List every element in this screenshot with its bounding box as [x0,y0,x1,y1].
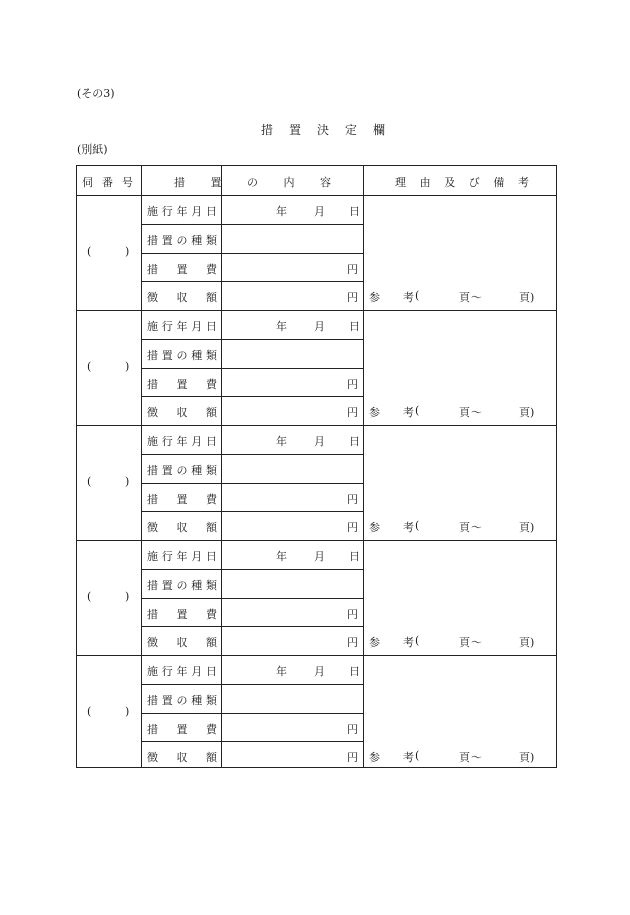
reference-label-b: 考 [403,406,414,420]
row-label-char: 類 [206,693,217,707]
month-unit: 月 [314,665,325,678]
row-label-char: 類 [206,463,217,477]
reference-label-b: 考 [403,636,414,650]
header-reason-char: 考 [518,176,529,189]
row-label-char: 種 [191,463,203,477]
row-divider [141,569,363,570]
row-label-char: 年 [176,665,188,678]
row-label-char: 施 [147,665,158,678]
row-divider [141,741,363,742]
header-reason-char: び [468,176,480,189]
reference-label-b: 考 [403,751,414,765]
month-unit: 月 [314,205,325,218]
header-reason-char: 備 [493,176,505,189]
yen-unit: 円 [347,751,358,765]
yen-unit: 円 [347,492,358,506]
row-label-char: 措 [147,463,158,477]
row-label-char: の [176,348,188,362]
row-label-char: 置 [176,607,188,621]
number-paren-open: ( [87,474,92,488]
day-unit: 日 [349,205,360,218]
header-content-char: の [247,176,258,189]
row-label-char: 措 [147,607,158,621]
row-label-char: 月 [191,205,203,218]
reference-tilde: 〜 [471,406,482,420]
header-content-char: 容 [320,176,331,189]
row-label-char: 年 [176,550,188,563]
row-label-char: 収 [176,751,188,765]
reference-label-a: 参 [369,521,380,535]
yen-unit: 円 [347,291,358,305]
number-paren-close: ) [125,244,130,258]
row-label-char: 施 [147,205,158,218]
reference-page: 頁 [459,636,470,650]
row-divider [141,626,363,627]
row-label-char: 置 [161,578,173,592]
header-content-char: 措 [174,176,185,189]
block-divider [77,310,556,311]
block-divider [77,655,556,656]
reference-page-close: 頁) [519,291,535,305]
reference-tilde: 〜 [471,291,482,305]
row-label-char: 類 [206,233,217,247]
column-divider [363,166,364,767]
row-label-char: 施 [147,320,158,333]
row-label-char: 置 [161,693,173,707]
row-label-char: 費 [206,722,217,736]
row-label-char: 年 [176,205,188,218]
row-label-char: 措 [147,233,158,247]
row-label-char: 徴 [147,406,158,420]
number-paren-open: ( [87,589,92,603]
header-number-char: 伺 [82,176,93,189]
reference-page-close: 頁) [519,406,535,420]
reference-label-b: 考 [403,521,414,535]
row-divider [141,253,363,254]
header-divider [77,195,556,196]
reference-tilde: 〜 [471,636,482,650]
row-label-char: 施 [147,435,158,448]
number-paren-close: ) [125,704,130,718]
row-label-char: 行 [161,550,173,563]
row-label-char: 種 [191,233,203,247]
reference-open: ( [415,519,420,533]
reference-label-a: 参 [369,636,380,650]
row-label-char: 年 [176,320,188,333]
row-label-char: 措 [147,578,158,592]
day-unit: 日 [349,665,360,678]
number-paren-open: ( [87,244,92,258]
row-label-char: 施 [147,550,158,563]
row-label-char: 置 [176,722,188,736]
row-label-char: 置 [176,377,188,391]
row-label-char: 収 [176,636,188,650]
yen-unit: 円 [347,377,358,391]
reference-open: ( [415,404,420,418]
yen-unit: 円 [347,262,358,276]
row-label-char: 日 [206,320,217,333]
row-label-char: 徴 [147,291,158,305]
row-divider [141,396,363,397]
row-label-char: 行 [161,665,173,678]
yen-unit: 円 [347,722,358,736]
reference-label-a: 参 [369,291,380,305]
reference-open: ( [415,634,420,648]
reference-tilde: 〜 [471,751,482,765]
row-divider [141,511,363,512]
row-label-char: 類 [206,348,217,362]
row-label-char: 徴 [147,751,158,765]
reference-page: 頁 [459,406,470,420]
number-paren-close: ) [125,474,130,488]
row-label-char: 置 [161,233,173,247]
day-unit: 日 [349,320,360,333]
row-label-char: 行 [161,435,173,448]
row-label-char: 月 [191,665,203,678]
header-content-char: 内 [283,176,295,189]
row-label-char: 日 [206,550,217,563]
row-label-char: 日 [206,435,217,448]
number-paren-close: ) [125,589,130,603]
row-label-char: 置 [176,492,188,506]
block-divider [77,540,556,541]
row-divider [141,598,363,599]
decision-table [76,165,557,768]
yen-unit: 円 [347,521,358,535]
column-divider [141,166,142,767]
yen-unit: 円 [347,607,358,621]
row-label-char: の [176,693,188,707]
attachment-note: (別紙) [77,143,108,156]
reference-label-a: 参 [369,406,380,420]
row-label-char: 日 [206,205,217,218]
year-unit: 年 [276,435,287,448]
row-label-char: 月 [191,435,203,448]
reference-page-close: 頁) [519,751,535,765]
row-label-char: 種 [191,578,203,592]
row-divider [141,483,363,484]
row-label-char: 費 [206,492,217,506]
row-label-char: 収 [176,406,188,420]
row-label-char: の [176,578,188,592]
row-label-char: 置 [176,262,188,276]
column-divider [221,166,222,767]
row-divider [141,684,363,685]
header-number-char: 号 [122,176,133,189]
row-label-char: 措 [147,693,158,707]
block-divider [77,425,556,426]
year-unit: 年 [276,320,287,333]
year-unit: 年 [276,665,287,678]
row-label-char: 類 [206,578,217,592]
document-section-note: (その3) [77,87,115,100]
month-unit: 月 [314,435,325,448]
row-label-char: 徴 [147,521,158,535]
row-label-char: 行 [161,205,173,218]
row-label-char: 費 [206,607,217,621]
row-label-char: 措 [147,348,158,362]
row-label-char: 措 [147,492,158,506]
row-label-char: 収 [176,521,188,535]
yen-unit: 円 [347,636,358,650]
row-label-char: 費 [206,377,217,391]
row-divider [141,454,363,455]
row-label-char: 徴 [147,636,158,650]
reference-page-close: 頁) [519,521,535,535]
row-label-char: 置 [161,348,173,362]
number-paren-open: ( [87,359,92,373]
row-label-char: 月 [191,550,203,563]
day-unit: 日 [349,550,360,563]
row-label-char: 日 [206,665,217,678]
row-label-char: 種 [191,348,203,362]
row-label-char: 額 [206,636,217,650]
number-paren-close: ) [125,359,130,373]
header-reason-char: 由 [419,176,431,189]
reference-page: 頁 [459,521,470,535]
header-reason-char: 及 [444,176,456,189]
day-unit: 日 [349,435,360,448]
row-divider [141,713,363,714]
row-label-char: 費 [206,262,217,276]
number-paren-open: ( [87,704,92,718]
row-divider [141,339,363,340]
row-label-char: 月 [191,320,203,333]
reference-open: ( [415,289,420,303]
year-unit: 年 [276,550,287,563]
row-label-char: 措 [147,722,158,736]
month-unit: 月 [314,320,325,333]
header-content-char: 置 [210,176,222,189]
reference-tilde: 〜 [471,521,482,535]
row-label-char: 措 [147,262,158,276]
yen-unit: 円 [347,406,358,420]
row-divider [141,281,363,282]
row-label-char: 収 [176,291,188,305]
row-label-char: 額 [206,406,217,420]
reference-open: ( [415,749,420,763]
header-number-char: 番 [102,176,113,189]
header-reason-char: 理 [395,176,406,189]
page-title: 措置決定欄 [260,123,401,137]
reference-page-close: 頁) [519,636,535,650]
row-label-char: の [176,463,188,477]
row-label-char: 種 [191,693,203,707]
row-label-char: の [176,233,188,247]
month-unit: 月 [314,550,325,563]
row-divider [141,368,363,369]
reference-label-b: 考 [403,291,414,305]
row-label-char: 行 [161,320,173,333]
reference-page: 頁 [459,751,470,765]
year-unit: 年 [276,205,287,218]
row-label-char: 措 [147,377,158,391]
row-label-char: 額 [206,521,217,535]
row-label-char: 年 [176,435,188,448]
row-label-char: 置 [161,463,173,477]
row-label-char: 額 [206,291,217,305]
row-label-char: 額 [206,751,217,765]
reference-label-a: 参 [369,751,380,765]
row-divider [141,224,363,225]
reference-page: 頁 [459,291,470,305]
